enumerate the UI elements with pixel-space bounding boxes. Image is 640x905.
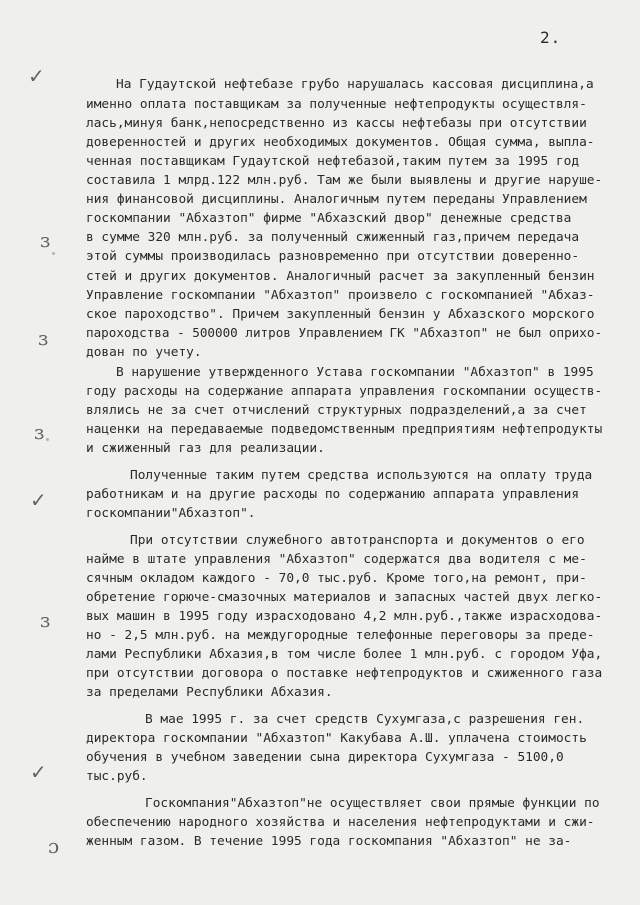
text-line: На Гудаутской нефтебазе грубо нарушалась кассовая дисциплина,а xyxy=(116,77,594,92)
text-line: составила 1 млрд.122 млн.руб. Там же были выявлены и другие наруше- xyxy=(86,173,603,188)
margin-mark: ɜ xyxy=(38,326,49,350)
text-line: работникам и на другие расходы по содержанию аппарата управления xyxy=(86,487,580,502)
text-line: госкомпании "Абхазтоп" фирме "Абхазский двор" денежные средства xyxy=(86,211,572,226)
text-line: В нарушение утвержденного Устава госкомпании "Абхазтоп" в 1995 xyxy=(116,365,594,380)
text-line: году расходы на содержание аппарата управления госкомпании осуществ- xyxy=(86,384,603,399)
margin-mark: ✓ xyxy=(28,64,45,88)
scan-speck xyxy=(46,438,49,441)
text-line: обучения в учебном заведении сына директора Сухумгаза - 5100,0 xyxy=(86,750,564,765)
margin-mark: ɜ xyxy=(40,608,51,632)
text-line: При отсутствии служебного автотранспорта и документов о его xyxy=(130,533,585,548)
text-line: стей и других документов. Аналогичный расчет за закупленный бензин xyxy=(86,269,595,284)
text-line: обретение горюче-смазочных материалов и запасных частей двух легко- xyxy=(86,590,603,605)
text-line: ния финансовой дисциплины. Аналогичным путем переданы Управлением xyxy=(86,192,587,207)
text-line: Управление госкомпании "Абхазтоп" произвело с госкомпанией "Абхаз- xyxy=(86,288,595,303)
text-line: найме в штате управления "Абхазтоп" содержатся два водителя с ме- xyxy=(86,552,587,567)
text-line: именно оплата поставщикам за полученные нефтепродукты осуществля- xyxy=(86,97,587,112)
text-line: госкомпании"Абхазтоп". xyxy=(86,506,256,521)
text-line: Полученные таким путем средства используются на оплату труда xyxy=(130,468,593,483)
text-line: лась,минуя банк,непосредственно из кассы нефтебазы при отсутствии xyxy=(86,116,587,131)
text-line: но - 2,5 млн.руб. на междугородные телефонные переговоры за преде- xyxy=(86,628,595,643)
text-line: этой суммы производилась разновременно при отсутствии доверенно- xyxy=(86,249,580,264)
text-line: вых машин в 1995 году израсходовано 4,2 млн.руб.,также израсходова- xyxy=(86,609,603,624)
margin-mark: ɜ xyxy=(40,228,51,252)
text-line: при отсутствии договора о поставке нефтепродуктов и сжиженного газа xyxy=(86,666,603,681)
text-line: дован по учету. xyxy=(86,345,202,360)
text-line: ченная поставщикам Гудаутской нефтебазой,таким путем за 1995 год xyxy=(86,154,580,169)
text-line: Госкомпания"Абхазтоп"не осуществляет свои прямые функции по xyxy=(145,796,600,811)
margin-mark: ɜ xyxy=(34,420,45,444)
text-line: тыс.руб. xyxy=(86,769,148,784)
margin-mark: ɔ xyxy=(48,834,60,858)
text-line: сячным окладом каждого - 70,0 тыс.руб. Кроме того,на ремонт, при- xyxy=(86,571,587,586)
page-number: 2. xyxy=(540,28,562,47)
text-line: директора госкомпании "Абхазтоп" Какубава А.Ш. уплачена стоимость xyxy=(86,731,587,746)
text-line: наценки на передаваемые подведомственным предприятиям нефтепродукты xyxy=(86,422,603,437)
margin-mark: ✓ xyxy=(30,488,47,512)
text-line: влялись не за счет отчислений структурных подразделений,а за счет xyxy=(86,403,587,418)
text-line: лами Республики Абхазия,в том числе более 1 млн.руб. с городом Уфа, xyxy=(86,647,603,662)
text-line: и сжиженный газ для реализации. xyxy=(86,441,325,456)
text-line: женным газом. В течение 1995 года госкомпания "Абхазтоп" не за- xyxy=(86,834,572,849)
text-line: В мае 1995 г. за счет средств Сухумгаза,с разрешения ген. xyxy=(145,712,585,727)
text-line: в сумме 320 млн.руб. за полученный сжиженный газ,причем передача xyxy=(86,230,580,245)
text-line: за пределами Республики Абхазия. xyxy=(86,685,333,700)
text-line: пароходства - 500000 литров Управлением ГК "Абхазтоп" не был оприхо- xyxy=(86,326,603,341)
margin-mark: ✓ xyxy=(30,760,47,784)
text-line: ское пароходство". Причем закупленный бензин у Абхазского морского xyxy=(86,307,595,322)
text-line: обеспечению народного хозяйства и населения нефтепродуктами и сжи- xyxy=(86,815,595,830)
text-line: доверенностей и других необходимых документов. Общая сумма, выпла- xyxy=(86,135,595,150)
scan-speck xyxy=(52,252,55,255)
